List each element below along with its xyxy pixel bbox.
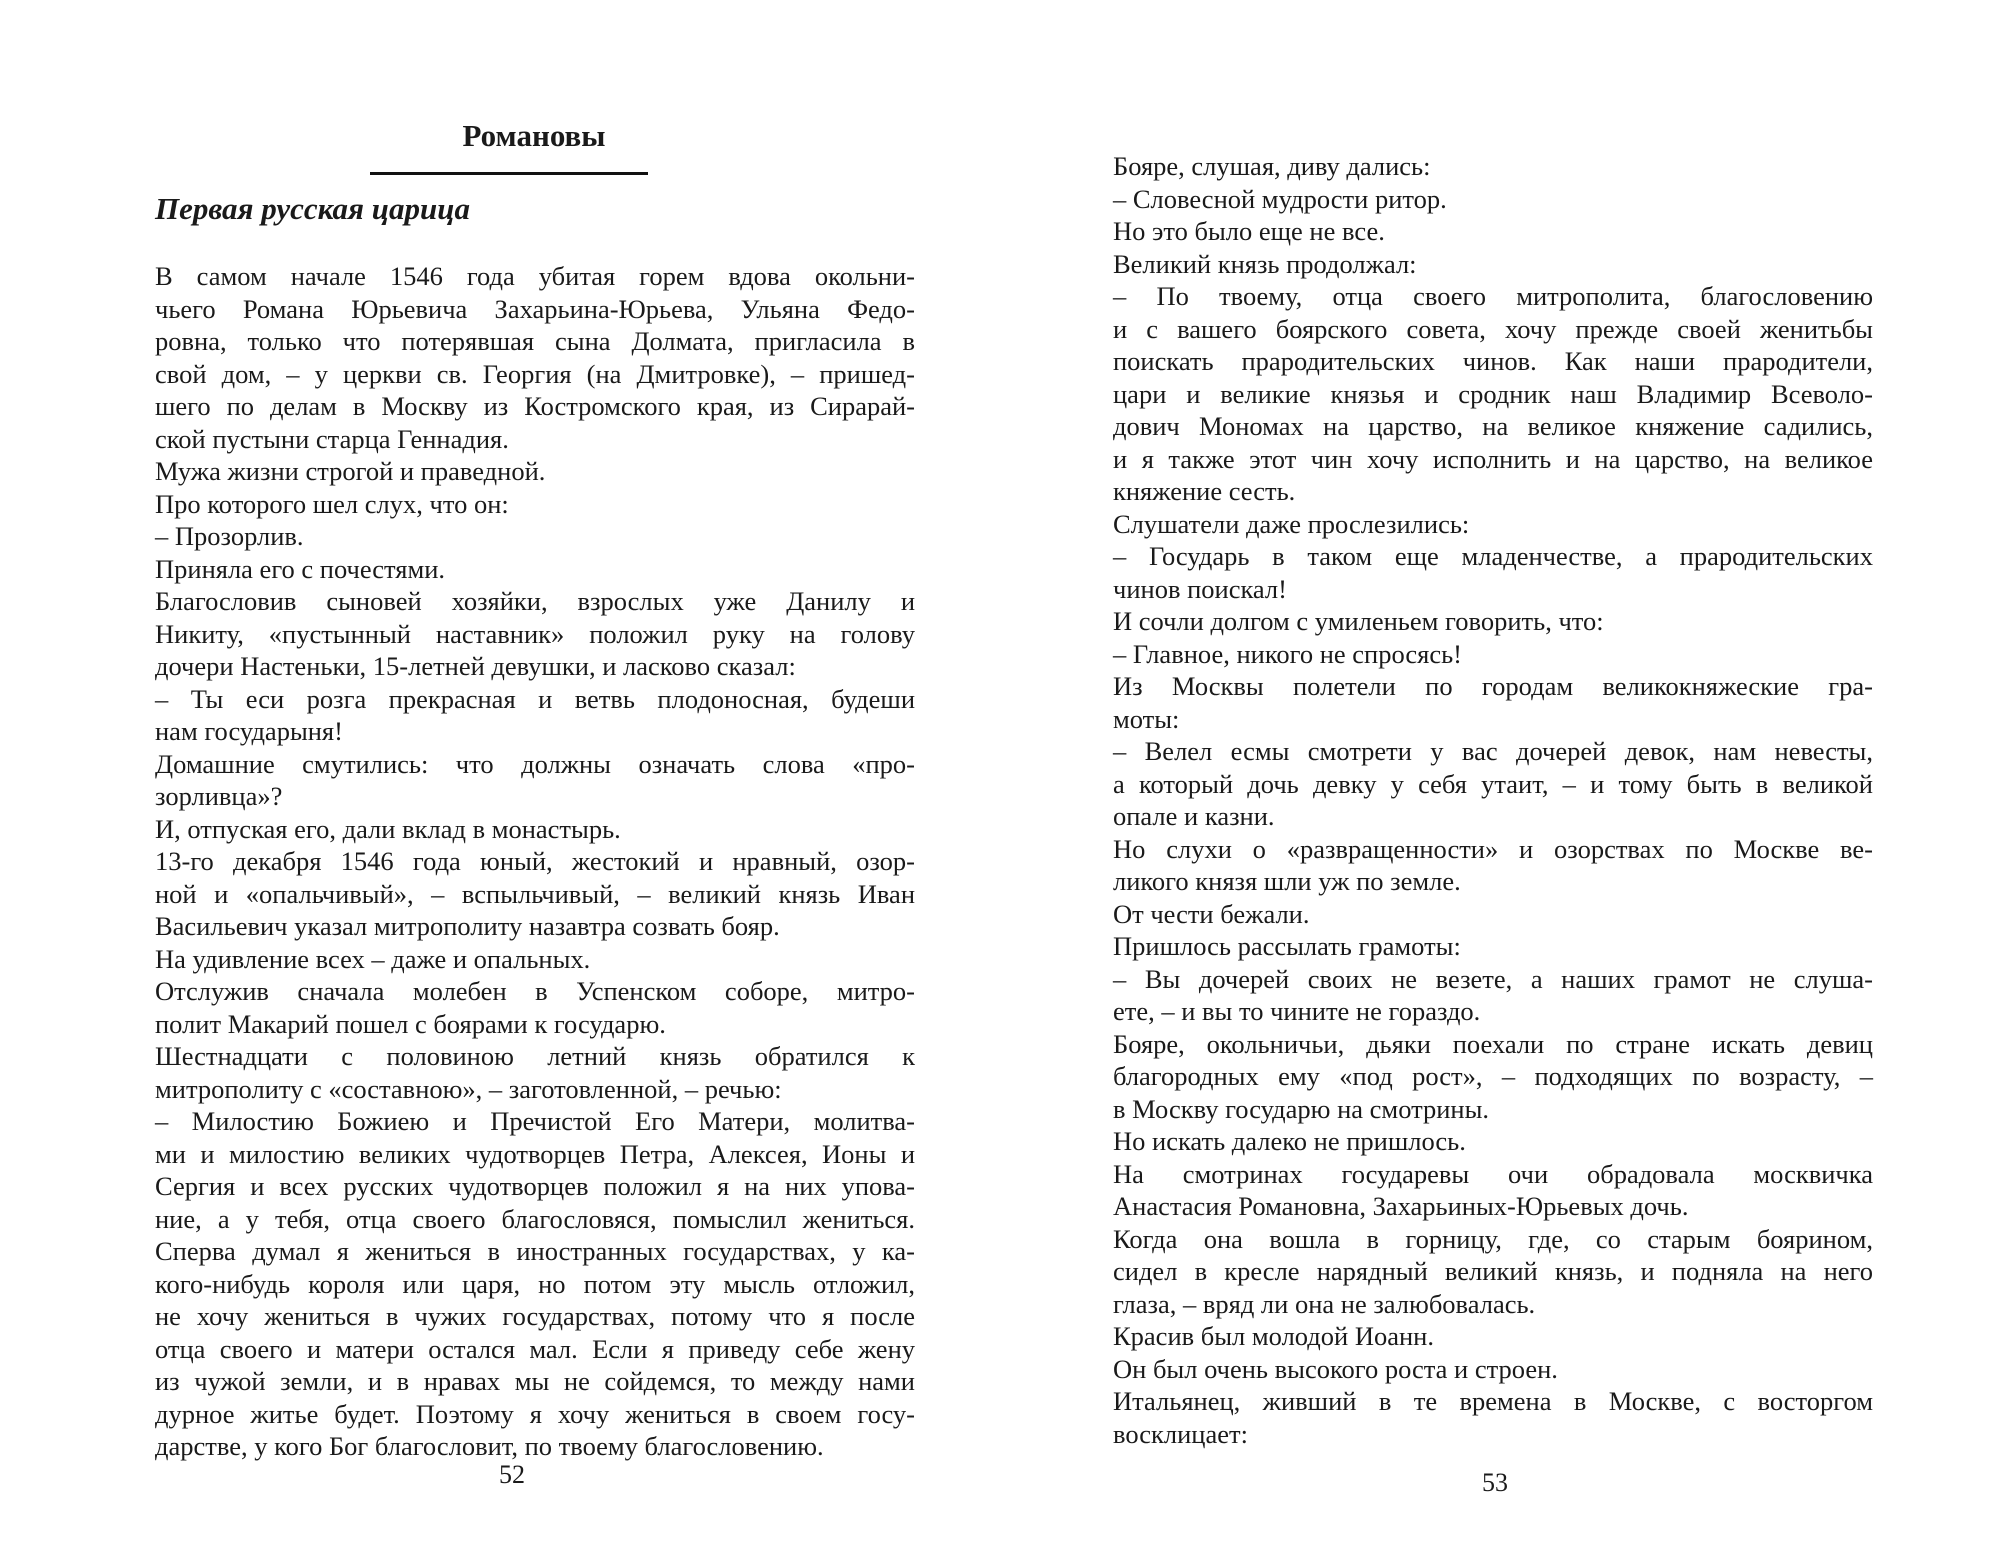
text-line: ровна, только что потерявшая сына Долмата, пригласила в xyxy=(155,326,915,356)
text-line: – Словесной мудрости ритор. xyxy=(1113,183,1447,214)
text-line: Бояре, окольничьи, дьяки поехали по стране искать девиц xyxy=(1113,1028,1873,1059)
text-line: отца своего и матери остался мал. Если я приведу себе жену xyxy=(155,1333,915,1364)
text-line: ете, – и вы то чините не гораздо. xyxy=(1113,996,1481,1026)
text-line: ной и «опальчивый», – вспыльчивый, – великий князь Иван xyxy=(155,878,915,909)
right-page xyxy=(990,0,2000,1558)
text-line: Пришлось рассылать грамоты: xyxy=(1113,931,1461,961)
text-line: из чужой земли, и в нравах мы не сойдемся, то между нами xyxy=(155,1366,915,1396)
text-line: Сперва думал я жениться в иностранных государствах, у ка- xyxy=(155,1236,915,1266)
text-line: шего по делам в Москву из Костромского края, из Сирарай- xyxy=(155,391,915,421)
text-line: – Милостию Божиею и Пречистой Его Матери, молитва- xyxy=(155,1106,915,1136)
text-line: чьего Романа Юрьевича Захарьина-Юрьева, Ульяна Федо- xyxy=(155,293,915,324)
text-line: ние, а у тебя, отца своего благословяся, помыслил жениться. xyxy=(155,1203,915,1234)
text-line: моты: xyxy=(1113,703,1180,734)
text-line: Итальянец, живший в те времена в Москве, с восторгом xyxy=(1113,1386,1873,1416)
text-line: Благословив сыновей хозяйки, взрослых уже Данилу и xyxy=(155,586,915,616)
text-line: В самом начале 1546 года убитая горем вдова окольни- xyxy=(155,261,915,291)
text-line: свой дом, – у церкви св. Георгия (на Дмитровке), – пришед- xyxy=(155,358,915,389)
text-line: Мужа жизни строгой и праведной. xyxy=(155,456,546,486)
text-line: дурное житье будет. Поэтому я хочу жениться в своем госу- xyxy=(155,1398,915,1429)
text-line: митрополиту с «составною», – заготовленной, – речью: xyxy=(155,1073,782,1104)
text-line: Но искать далеко не пришлось. xyxy=(1113,1126,1466,1156)
text-line: поискать прародительских чинов. Как наши прародители, xyxy=(1113,346,1873,376)
text-line: Но это было еще не все. xyxy=(1113,216,1385,246)
text-line: Из Москвы полетели по городам великокняжеские гра- xyxy=(1113,671,1873,701)
left-page xyxy=(0,0,990,1558)
text-line: Домашние смутились: что должны означать слова «про- xyxy=(155,748,915,779)
text-line: глаза, – вряд ли она не залюбовалась. xyxy=(1113,1288,1536,1319)
text-line: От чести бежали. xyxy=(1113,898,1310,929)
text-line: – Прозорлив. xyxy=(155,521,304,551)
text-line: Васильевич указал митрополиту назавтра созвать бояр. xyxy=(155,911,780,941)
text-line: – Ты еси розга прекрасная и ветвь плодоносная, будеши xyxy=(155,683,915,714)
left-page-text xyxy=(155,260,915,1463)
text-line: И сочли долгом с умиленьем говорить, что: xyxy=(1113,606,1604,636)
text-line: – По твоему, отца своего митрополита, благословению xyxy=(1113,281,1873,311)
text-line: Приняла его с почестями. xyxy=(155,553,446,584)
text-line: Никиту, «пустынный наставник» положил руку на голову xyxy=(155,618,915,649)
text-line: Великий князь продолжал: xyxy=(1113,248,1417,279)
text-line: и я также этот чин хочу исполнить и на царство, на великое xyxy=(1113,443,1873,474)
text-line: Шестнадцати с половиною летний князь обратился к xyxy=(155,1041,915,1071)
text-line: дочери Настеньки, 15-летней девушки, и ласково сказал: xyxy=(155,651,796,681)
text-line: кого-нибудь короля или царя, но потом эту мысль отложил, xyxy=(155,1268,915,1299)
text-line: зорливца»? xyxy=(155,781,283,811)
text-line: чинов поискал! xyxy=(1113,573,1287,604)
text-line: нам государыня! xyxy=(155,716,343,746)
text-line: Бояре, слушая, диву дались: xyxy=(1113,151,1431,181)
text-line: княжение сесть. xyxy=(1113,476,1296,506)
page-number-right: 53 xyxy=(1482,1468,1508,1497)
text-line: восклицает: xyxy=(1113,1418,1248,1449)
text-line: – Вы дочерей своих не везете, а наших грамот не слуша- xyxy=(1113,963,1873,994)
text-line: Отслужив сначала молебен в Успенском соборе, митро- xyxy=(155,976,915,1006)
text-line: ской пустыни старца Геннадия. xyxy=(155,423,509,454)
text-line: не хочу жениться в чужих государствах, потому что я после xyxy=(155,1301,915,1331)
text-line: Про которого шел слух, что он: xyxy=(155,488,509,519)
text-line: Но слухи о «развращенности» и озорствах по Москве ве- xyxy=(1113,833,1873,864)
text-line: Анастасия Романовна, Захарьиных-Юрьевых дочь. xyxy=(1113,1191,1689,1221)
text-line: опале и казни. xyxy=(1113,801,1275,831)
text-line: Слушатели даже прослезились: xyxy=(1113,508,1470,539)
text-line: цари и великие князья и сродник наш Владимир Всеволо- xyxy=(1113,378,1873,409)
text-line: а который дочь девку у себя утаит, – и тому быть в великой xyxy=(1113,768,1873,799)
text-line: 13-го декабря 1546 года юный, жестокий и нравный, озор- xyxy=(155,846,915,876)
text-line: На удивление всех – даже и опальных. xyxy=(155,943,591,974)
page-number-left: 52 xyxy=(499,1460,525,1489)
text-line: Сергия и всех русских чудотворцев положил я на них упова- xyxy=(155,1171,915,1201)
text-line: сидел в кресле нарядный великий князь, и подняла на него xyxy=(1113,1256,1873,1286)
text-line: полит Макарий пошел с боярами к государю. xyxy=(155,1008,666,1039)
text-line: в Москву государю на смотрины. xyxy=(1113,1093,1490,1124)
text-line: и с вашего боярского совета, хочу прежде своей женитьбы xyxy=(1113,313,1873,344)
text-line: На смотринах государевы очи обрадовала москвичка xyxy=(1113,1158,1873,1189)
text-line: Красив был молодой Иоанн. xyxy=(1113,1321,1434,1351)
text-line: Когда она вошла в горницу, где, со старым боярином, xyxy=(1113,1223,1873,1254)
text-line: ликого князя шли уж по земле. xyxy=(1113,866,1461,896)
text-line: – Велел есмы смотрети у вас дочерей девок, нам невесты, xyxy=(1113,736,1873,766)
text-line: Он был очень высокого роста и строен. xyxy=(1113,1353,1558,1384)
title-underline xyxy=(370,172,648,175)
text-line: – Главное, никого не спросясь! xyxy=(1113,638,1462,669)
section-title: Первая русская царица xyxy=(155,191,470,226)
text-line: ми и милостию великих чудотворцев Петра, Алексея, Ионы и xyxy=(155,1138,915,1169)
text-line: дарстве, у кого Бог благословит, по твоему благословению. xyxy=(155,1431,824,1461)
text-line: дович Мономах на царство, на великое княжение садились, xyxy=(1113,411,1873,441)
text-line: – Государь в таком еще младенчестве, а прародительских xyxy=(1113,541,1873,571)
text-line: И, отпуская его, дали вклад в монастырь. xyxy=(155,813,621,844)
right-page-text xyxy=(1113,150,1873,1450)
text-line: благородных ему «под рост», – подходящих по возрасту, – xyxy=(1113,1061,1873,1091)
chapter-title: Романовы xyxy=(462,118,606,153)
